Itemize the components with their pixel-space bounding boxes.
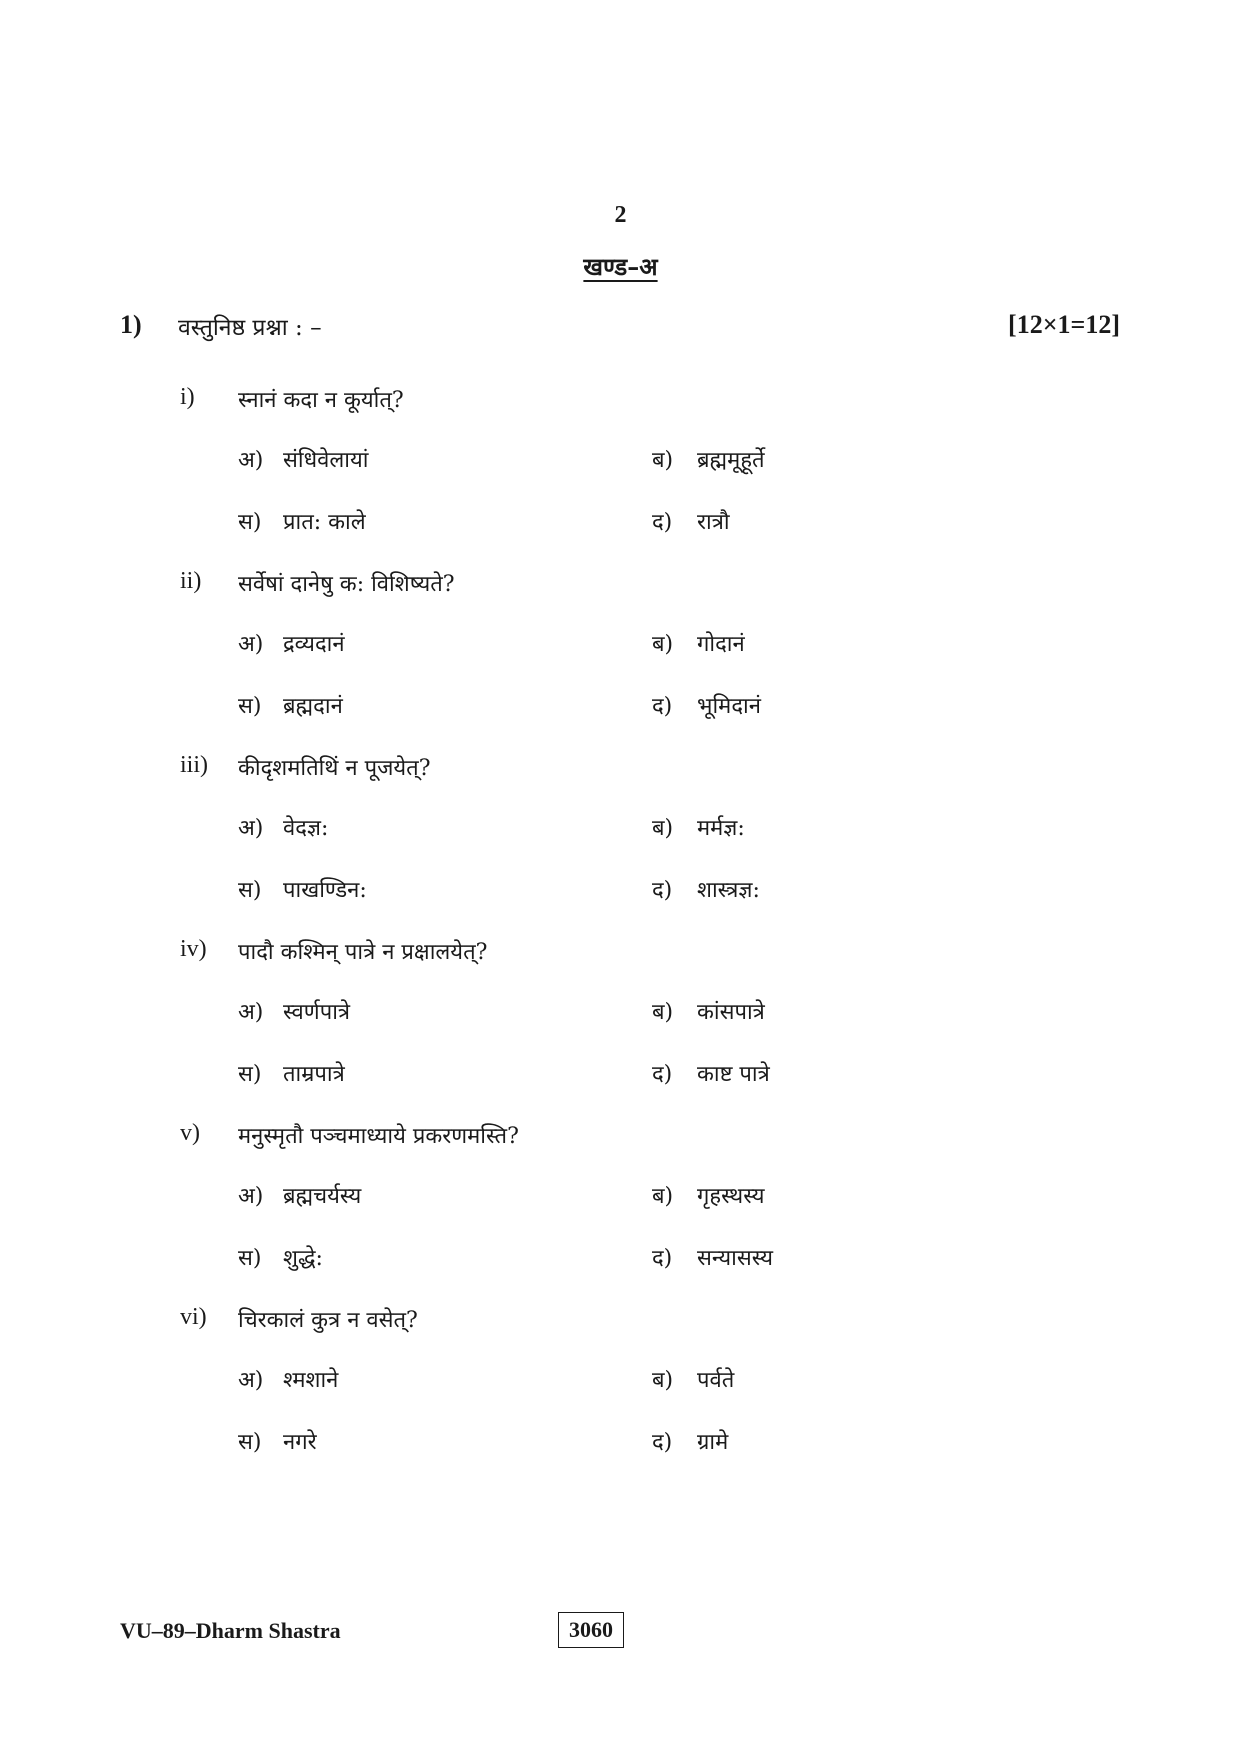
question-roman: iv) [180,936,207,962]
option-text: शुद्धे: [283,1246,323,1271]
option-label: स) [238,1246,262,1271]
option-label: अ) [238,1368,264,1393]
option-label: अ) [238,448,264,473]
question-item [0,1304,1241,1488]
option-text: प्रात: काले [283,510,366,535]
option-text: श्मशाने [283,1368,339,1393]
option-label: ब) [652,632,674,657]
option-label: ब) [652,1184,674,1209]
footer-paper-title: VU–89–Dharm Shastra [120,1618,341,1643]
option-text: ब्रह्मचर्यस्य [283,1184,362,1209]
option-label: द) [652,1246,673,1271]
option-label: स) [238,1062,262,1087]
option-text: ताम्रपात्रे [283,1062,345,1087]
option-text: स्वर्णपात्रे [283,1000,351,1025]
option-label: द) [652,878,673,903]
question-roman: ii) [180,568,202,594]
option-text: कांसपात्रे [697,1000,765,1025]
question-roman: i) [180,384,195,410]
option-label: द) [652,1430,673,1455]
question-label: वस्तुनिष्ठ प्रश्ना : – [178,315,322,341]
option-label: अ) [238,1000,264,1025]
option-text: ब्रह्ममूहूर्ते [697,448,765,473]
option-text: गृहस्थस्य [697,1184,765,1209]
question-text: मनुस्मृतौ पञ्चमाध्याये प्रकरणमस्ति? [238,1124,519,1149]
footer-paper-code: 3060 [558,1612,624,1648]
option-text: संधिवेलायां [283,448,369,473]
question-list [0,384,1241,1488]
question-roman: vi) [180,1304,207,1330]
option-text: काष्ट पात्रे [697,1062,770,1087]
option-text: वेदज्ञ: [283,816,329,841]
option-text: मर्मज्ञ: [697,816,745,841]
page-number: 2 [614,202,627,228]
question-item [0,1120,1241,1304]
question-item [0,752,1241,936]
option-text: गोदानं [697,632,745,657]
option-text: ग्रामे [697,1430,729,1455]
question-text: पादौ कश्मिन् पात्रे न प्रक्षालयेत्? [238,940,488,965]
question-text: स्नानं कदा न कूर्यात्? [238,388,404,413]
question-roman: v) [180,1120,200,1146]
question-text: कीदृशमतिथिं न पूजयेत्? [238,756,431,781]
option-label: स) [238,510,262,535]
option-label: स) [238,1430,262,1455]
question-header [120,310,1120,350]
option-label: ब) [652,1368,674,1393]
option-text: शास्त्रज्ञ: [697,878,760,903]
question-item [0,568,1241,752]
option-text: सन्यासस्य [697,1246,774,1271]
option-text: द्रव्यदानं [283,632,345,657]
option-text: रात्रौ [697,510,730,535]
option-label: ब) [652,1000,674,1025]
option-text: पाखण्डिन: [283,878,367,903]
option-label: द) [652,694,673,719]
question-text: सर्वेषां दानेषु क: विशिष्यते? [238,572,455,597]
option-text: पर्वते [697,1368,735,1393]
section-title: खण्ड–अ [583,252,658,281]
option-label: ब) [652,816,674,841]
option-label: द) [652,510,673,535]
option-text: ब्रह्मदानं [283,694,343,719]
question-item [0,384,1241,568]
option-label: द) [652,1062,673,1087]
option-label: स) [238,878,262,903]
option-label: अ) [238,632,264,657]
option-label: ब) [652,448,674,473]
question-item [0,936,1241,1120]
option-text: नगरे [283,1430,317,1455]
option-label: स) [238,694,262,719]
option-text: भूमिदानं [697,694,761,719]
option-label: अ) [238,816,264,841]
question-text: चिरकालं कुत्र न वसेत्? [238,1308,418,1333]
option-label: अ) [238,1184,264,1209]
question-number: 1) [120,310,142,339]
question-marks: [12×1=12] [1008,310,1120,339]
question-roman: iii) [180,752,208,778]
